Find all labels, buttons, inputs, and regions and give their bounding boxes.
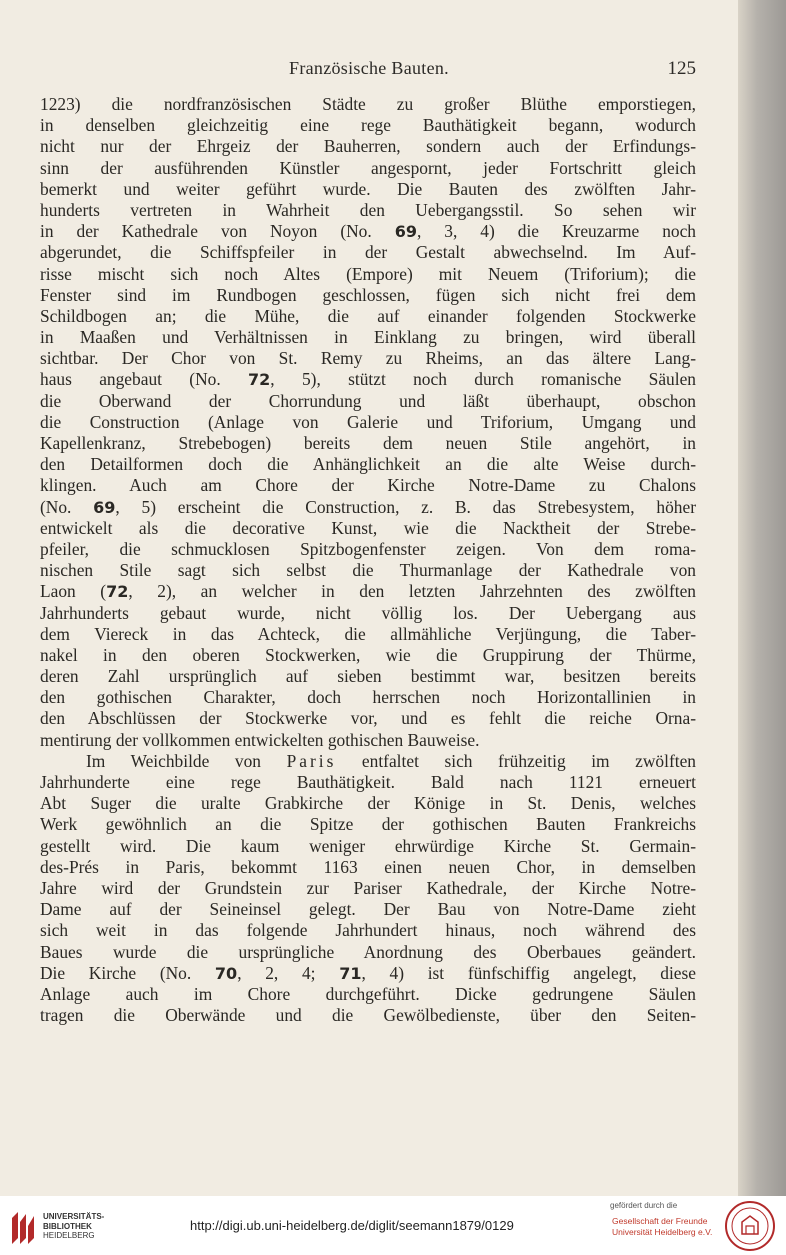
text-run: Dame auf der Seineinsel gelegt. Der Bau von Notre-Dame zieht: [40, 899, 696, 920]
text-run: Jahre wird der Grundstein zur Pariser Kathedrale, der Kirche Notre-: [40, 877, 696, 898]
text-line: [40, 772, 696, 793]
text-line: [40, 136, 696, 157]
text-line: [40, 539, 696, 560]
text-run: Im Weichbilde von: [86, 750, 287, 771]
text-run: , 3, 4) die Kreuzarme noch: [416, 221, 696, 242]
text-run: entfaltet sich frühzeitig im zwölften: [336, 750, 696, 771]
text-run: pfeiler, die schmucklosen Spitzbogenfenster zeigen. Von dem roma-: [40, 538, 696, 559]
text-line: [40, 327, 696, 348]
text-run: Die Kirche (No.: [40, 962, 215, 983]
running-header-title: Französische Bauten.: [289, 58, 449, 78]
text-line: [40, 814, 696, 835]
text-line: [40, 708, 696, 729]
text-run: nischen Stile sagt sich selbst die Thurmanlage der Kathedrale von: [40, 560, 696, 581]
text-line: [40, 94, 696, 115]
figure-reference: 69: [394, 222, 417, 242]
footer-bar: [0, 1196, 786, 1255]
text-line: [40, 624, 696, 645]
text-line: [40, 920, 696, 941]
text-line: [40, 200, 696, 221]
text-run: die Oberwand der Chorrundung und läßt überhaupt, obschon: [40, 390, 696, 411]
text-run: entwickelt als die decorative Kunst, wie die Nacktheit der Strebe-: [40, 517, 696, 538]
text-run: Werk gewöhnlich an die Spitze der gothischen Bauten Frankreichs: [40, 814, 696, 835]
funded-by-label: gefördert durch die: [610, 1201, 678, 1210]
text-run: (No.: [40, 496, 94, 517]
university-seal-icon: [724, 1200, 776, 1252]
text-line: [40, 560, 696, 581]
text-line: [40, 179, 696, 200]
text-run: hunderts vertreten in Wahrheit den Uebergangsstil. So sehen wir: [40, 199, 696, 220]
text-line: [40, 306, 696, 327]
text-run: Kapellenkranz, Strebebogen) bereits dem neuen Stile angehört, in: [40, 433, 696, 453]
text-run: risse mischt sich noch Altes (Empore) mit Neuem (Triforium); die: [40, 263, 696, 284]
spaced-emphasis: Paris: [286, 750, 337, 771]
text-line: [40, 158, 696, 179]
text-run: in der Kathedrale von Noyon (No.: [40, 221, 395, 242]
text-run: sinn der ausführenden Künstler angespornt, jeder Fortschritt gleich: [40, 157, 696, 178]
text-line: [40, 221, 696, 242]
text-line: [40, 1005, 696, 1026]
text-line: [40, 497, 696, 518]
text-run: 1223) die nordfranzösischen Städte zu großer Blüthe emporstiegen,: [40, 94, 696, 114]
text-line: [40, 264, 696, 285]
text-line: [40, 603, 696, 624]
library-name-line: HEIDELBERG: [43, 1231, 95, 1240]
text-run: des-Prés in Paris, bekommt 1163 einen neuen Chor, in demselben: [40, 856, 696, 877]
text-line: [40, 645, 696, 666]
text-line: [40, 984, 696, 1005]
text-run: , 5), stützt noch durch romanische Säulen: [270, 369, 696, 390]
text-run: Laon (: [40, 581, 107, 602]
text-line: [40, 687, 696, 708]
text-run: abgerundet, die Schiffspfeiler in der Gestalt abwechselnd. Im Auf-: [40, 242, 696, 263]
text-line: [40, 391, 696, 412]
text-line: [40, 285, 696, 306]
text-run: , 5) erscheint die Construction, z. B. das Strebesystem, höher: [115, 496, 696, 517]
text-line: [40, 433, 696, 454]
permalink-url[interactable]: http://digi.ub.uni-heidelberg.de/diglit/seemann1879/0129: [190, 1218, 514, 1233]
society-name-line: Gesellschaft der Freunde: [612, 1216, 708, 1226]
figure-reference: 72: [248, 370, 271, 390]
text-run: nakel in den oberen Stockwerken, wie die Gruppirung der Thürme,: [40, 644, 696, 665]
text-run: Jahrhunderte eine rege Bauthätigkeit. Bald nach 1121 erneuert: [40, 772, 696, 792]
library-name-line: BIBLIOTHEK: [43, 1221, 92, 1231]
figure-reference: 70: [214, 963, 238, 983]
text-line: [40, 581, 696, 602]
text-run: sich weit in das folgende Jahrhundert hinaus, noch während des: [40, 920, 696, 941]
text-run: die Construction (Anlage von Galerie und Triforium, Umgang und: [40, 411, 696, 432]
society-name-line: Universität Heidelberg e.V.: [612, 1227, 713, 1237]
text-run: Abt Suger die uralte Grabkirche der Könige in St. Denis, welches: [40, 793, 696, 814]
text-run: tragen die Oberwände und die Gewölbedienste, über den Seiten-: [40, 1005, 696, 1026]
text-run: Fenster sind im Rundbogen geschlossen, fügen sich nicht frei dem: [40, 284, 696, 305]
text-line: [40, 412, 696, 433]
text-line: [40, 242, 696, 263]
text-line: [40, 348, 696, 369]
text-line: [40, 666, 696, 687]
text-line: [40, 475, 696, 496]
text-run: deren Zahl ursprünglich auf sieben bestimmt war, besitzen bereits: [40, 666, 696, 687]
text-run: dem Viereck in das Achteck, die allmähliche Verjüngung, die Taber-: [40, 623, 696, 644]
text-run: haus angebaut (No.: [40, 369, 249, 390]
text-line: [40, 518, 696, 539]
text-run: , 4) ist fünfschiffig angelegt, diese: [361, 962, 696, 983]
text-run: , 2, 4;: [237, 962, 340, 983]
text-run: bemerkt und weiter geführt wurde. Die Bauten des zwölften Jahr-: [40, 178, 696, 199]
text-line: [40, 942, 696, 963]
page-edge-shadow: [738, 0, 786, 1196]
text-run: Baues wurde die ursprüngliche Anordnung des Oberbaues geändert.: [40, 941, 696, 962]
university-library-logo-icon: [8, 1208, 38, 1246]
figure-reference: 71: [339, 963, 362, 983]
figure-reference: 69: [93, 497, 116, 517]
text-run: Schildbogen an; die Mühe, die auf einander folgenden Stockwerke: [40, 305, 696, 326]
text-run: gestellt wird. Die kaum weniger ehrwürdige Kirche St. Germain-: [40, 835, 696, 856]
figure-reference: 72: [106, 582, 129, 602]
text-line: [40, 751, 696, 772]
text-run: , 2), an welcher in den letzten Jahrzehnten des zwölften: [128, 581, 696, 602]
text-run: Anlage auch im Chore durchgeführt. Dicke gedrungene Säulen: [40, 983, 696, 1004]
text-line: [40, 899, 696, 920]
library-name-line: UNIVERSITÄTS-: [43, 1212, 105, 1221]
text-run: in Maaßen und Verhältnissen in Einklang zu bringen, wird überall: [40, 327, 696, 348]
text-line: [40, 857, 696, 878]
library-name: [43, 1212, 104, 1241]
body-text: [40, 94, 696, 1026]
page-number: 125: [667, 58, 696, 79]
text-line: [40, 878, 696, 899]
text-line: [40, 115, 696, 136]
text-run: klingen. Auch am Chore der Kirche Notre-Dame zu Chalons: [40, 475, 696, 496]
text-line: [40, 730, 696, 751]
text-line: [40, 836, 696, 857]
text-line: [40, 369, 696, 390]
text-run: den gothischen Charakter, doch herrschen noch Horizontallinien in: [40, 687, 696, 708]
text-line: [40, 793, 696, 814]
text-run: mentirung der vollkommen entwickelten gothischen Bauweise.: [40, 729, 480, 750]
text-run: den Detailformen doch die Anhänglichkeit an die alte Weise durch-: [40, 454, 696, 475]
text-run: in denselben gleichzeitig eine rege Bauthätigkeit begann, wodurch: [40, 115, 696, 136]
text-run: Jahrhunderts gebaut wurde, nicht völlig los. Der Uebergang aus: [40, 602, 696, 623]
society-name: [612, 1216, 722, 1238]
text-line: [40, 963, 696, 984]
text-run: den Abschlüssen der Stockwerke vor, und es fehlt die reiche Orna-: [40, 708, 696, 729]
text-line: [40, 454, 696, 475]
text-run: nicht nur der Ehrgeiz der Bauherren, sondern auch der Erfindungs-: [40, 136, 696, 157]
text-run: sichtbar. Der Chor von St. Remy zu Rheims, an das ältere Lang-: [40, 348, 696, 369]
